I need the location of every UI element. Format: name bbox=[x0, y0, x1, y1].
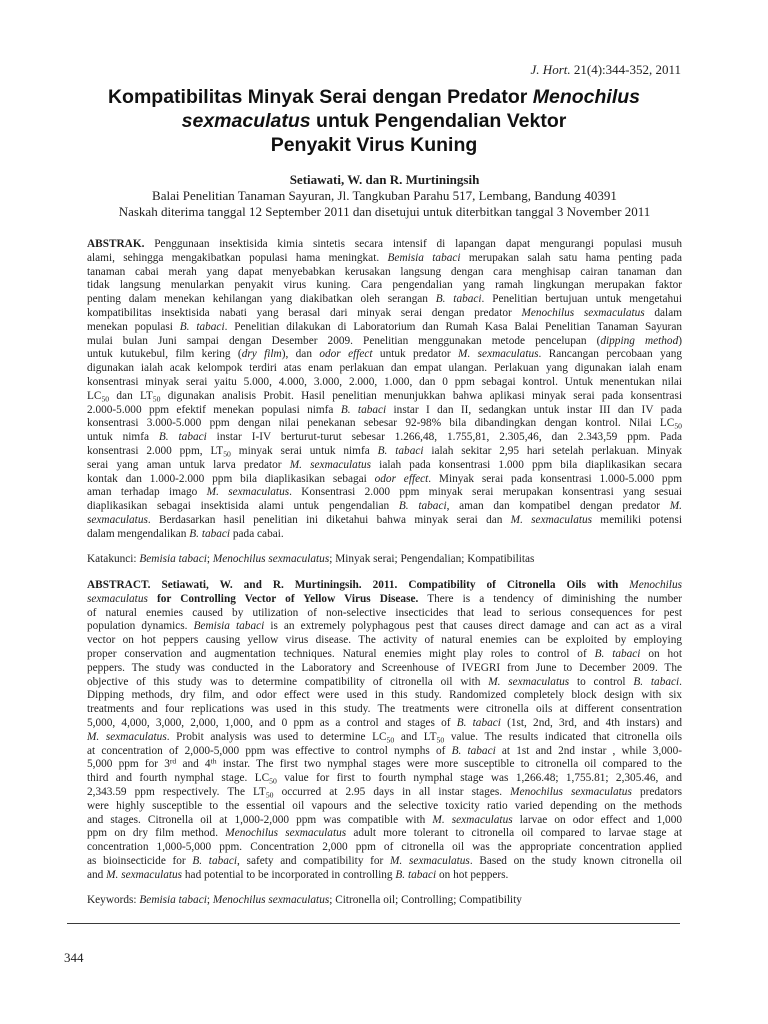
abstrak-line bbox=[87, 473, 682, 487]
italic-text: sexmaculatus bbox=[87, 592, 148, 605]
text-run: pada cabai. bbox=[230, 527, 284, 540]
abstract-line bbox=[87, 648, 682, 662]
text-run: 5,000, 4,000, 3,000, 2,000, 1,000, and 0 ppm as a control and stages of bbox=[87, 716, 457, 729]
bold-text: ABSTRAK. bbox=[87, 238, 145, 250]
text-run: instar I-IV berturut-turut sebesar 1.266,48, 1.755,81, 2.305,46, dan 2.343,59 ppm. Pada bbox=[206, 431, 682, 444]
title-line bbox=[64, 85, 684, 109]
abstrak-line bbox=[87, 293, 682, 307]
text-run: treatments and four replications was used in this study. The treatments were citronella oils at different consentration bbox=[87, 703, 682, 716]
abstrak-line bbox=[87, 376, 682, 390]
text-run: Katakunci: bbox=[87, 553, 140, 565]
abstract-line bbox=[87, 689, 682, 703]
abstract-line bbox=[87, 593, 682, 607]
italic-text: M. sexmaculatus bbox=[106, 868, 183, 881]
text-run: . Penelitian bertujuan untuk mengetahui bbox=[481, 293, 682, 306]
text-run: 2.000-5.000 ppm efektif menekan populasi nimfa bbox=[87, 403, 341, 416]
text-run: . Konsentrasi 2.000 ppm minyak serai merupakan konsentrasi yang sesuai bbox=[289, 486, 682, 499]
text-run: kompatibilitas insektisida nabati yang berasal dari minyak serai dengan predator bbox=[87, 306, 522, 319]
text-run: at concentration of 2,000-5,000 ppm was effective to control nymphs of bbox=[87, 744, 452, 757]
text-run: occurred at 2.95 days in all instar stages. bbox=[273, 785, 511, 798]
italic-text: Bemisia tabaci bbox=[193, 620, 265, 633]
italic-text: M. sexmaculatus bbox=[206, 486, 290, 499]
text-run: tanaman cabai merah yang dapat menyebabkan kerusakan langsung dengan cara menghisap cairan tanaman dan bbox=[87, 265, 682, 278]
abstrak-paragraph bbox=[87, 238, 682, 542]
text-run: There is a tendency of diminishing the number bbox=[418, 592, 682, 605]
subscript: 50 bbox=[223, 449, 231, 459]
text-run: dalam mengendalikan bbox=[87, 527, 190, 540]
italic-text: M. sexmaculatus bbox=[458, 348, 539, 361]
abstract-line bbox=[87, 800, 682, 814]
italic-text: M. sexmaculatus bbox=[87, 730, 167, 743]
italic-text: B. tabaci bbox=[594, 647, 641, 660]
text-run: ; Minyak serai; Pengendalian; Kompatibilitas bbox=[329, 553, 535, 565]
italic-text: sexmaculatus bbox=[181, 110, 311, 132]
abstract-line bbox=[87, 814, 682, 828]
italic-text: B. tabaci bbox=[395, 868, 437, 881]
text-run: and 4 bbox=[176, 758, 211, 771]
text-run: konsentrasi 2.000 ppm, LT bbox=[87, 444, 224, 457]
text-run: third and fourth nymphal stage. LC bbox=[87, 772, 270, 785]
text-run: LC bbox=[87, 389, 102, 402]
text-run: diaplikasikan sebagai insektisida alami untuk pengendalian bbox=[87, 500, 399, 513]
abstract-line bbox=[87, 772, 682, 786]
italic-text: dry film bbox=[241, 348, 282, 361]
text-run: menekan populasi bbox=[87, 320, 180, 333]
text-run: untuk predator bbox=[372, 348, 459, 361]
text-run: value. The results indicated that citronella oils bbox=[444, 730, 682, 743]
abstract-line bbox=[87, 758, 682, 772]
abstrak-line bbox=[87, 431, 682, 445]
text-run: ; bbox=[206, 894, 213, 906]
italic-text: B. tabaci bbox=[377, 444, 424, 457]
italic-text: Menochilus bbox=[532, 86, 641, 108]
text-run: untuk Pengendalian Vektor bbox=[310, 110, 567, 132]
abstrak-line bbox=[87, 307, 682, 321]
italic-text: M. sexmaculatus bbox=[289, 458, 372, 471]
abstrak-line bbox=[87, 404, 682, 418]
subscript: 50 bbox=[101, 394, 110, 404]
abstrak-line bbox=[87, 266, 682, 280]
text-run: ialah pada konsentrasi 1.000 ppm bila diaplikasikan secara bbox=[371, 458, 683, 471]
text-run: ppm on dry film method. bbox=[87, 827, 226, 840]
footer-rule bbox=[67, 923, 680, 924]
text-run: ), dan bbox=[281, 348, 320, 361]
abstract-line bbox=[87, 634, 682, 648]
page-number: 344 bbox=[64, 950, 84, 965]
italic-text: B. tabaci bbox=[340, 403, 387, 416]
abstract-line bbox=[87, 717, 682, 731]
subscript: 50 bbox=[674, 421, 682, 431]
text-run: were highly susceptible to the essential oil vapours and the selective toxicity ratio varied depending on the methods bbox=[87, 799, 682, 812]
text-run: . Minyak serai pada konsentrasi 1.000-5.000 ppm bbox=[428, 472, 683, 485]
text-run: memiliki potensi bbox=[592, 513, 682, 526]
italic-text: B. tabaci bbox=[435, 293, 482, 306]
abstract-line bbox=[87, 676, 682, 690]
text-run: adult more tolerant to citronella oil compared to larvae stage at bbox=[346, 827, 682, 840]
italic-text: Bemisia tabaci bbox=[139, 553, 207, 565]
text-run: untuk nimfa bbox=[87, 431, 159, 444]
text-run: kontak dan 1.000-2.000 ppm bila diaplikasikan sebagai bbox=[87, 472, 375, 485]
italic-text: M. bbox=[669, 500, 682, 513]
text-run: instar I dan II, sedangkan untuk instar III dan IV pada bbox=[386, 403, 682, 416]
text-run: is an extremely polyphagous pest that causes direct damage and can act as a viral bbox=[264, 620, 682, 633]
text-run: penting dalam menekan kehilangan yang diakibatkan oleh serangan bbox=[87, 293, 436, 306]
text-run: ialah sekitar 2,95 hari setelah perlakuan. Minyak bbox=[423, 444, 682, 457]
abstrak-line bbox=[87, 390, 682, 404]
italic-text: Menochilus sexmaculatus bbox=[510, 785, 632, 798]
abstract-line bbox=[87, 855, 682, 869]
italic-text: B. tabaci bbox=[633, 675, 680, 688]
text-run: digunakan ialah acak kelompok terdiri atas enam perlakuan dan empat ulangan. Perlakuan yang digunakan ialah enam bbox=[87, 362, 682, 375]
text-run: untuk kutukebul, film kering ( bbox=[87, 348, 242, 361]
italic-text: odor effect bbox=[319, 348, 373, 361]
text-run: Kompatibilitas Minyak Serai dengan Predator bbox=[107, 86, 533, 108]
italic-text: Menochilus sexmaculatus bbox=[225, 827, 347, 840]
text-run: . Berdasarkan hasil penelitian ini diketahui bahwa minyak serai dan bbox=[147, 513, 511, 526]
abstrak-line bbox=[87, 321, 682, 335]
text-run: Keywords: bbox=[87, 894, 140, 906]
text-run: . Rancangan percobaan yang bbox=[538, 348, 683, 361]
abstrak-line bbox=[87, 238, 682, 252]
italic-text: M. sexmaculatus bbox=[390, 854, 470, 867]
abstrak-line bbox=[87, 514, 682, 528]
abstrak-line bbox=[87, 252, 682, 266]
title-line bbox=[64, 109, 684, 133]
abstrak-line bbox=[87, 279, 682, 293]
text-run: of natural enemies caused by utilization of non-selective insecticides that lead to serious consequences for pest bbox=[87, 606, 682, 619]
received-date: Naskah diterima tanggal 12 September 2011 dan disetujui untuk diterbitkan tanggal 3 November 2011 bbox=[118, 204, 651, 219]
text-run: , safety and compatibility for bbox=[237, 854, 391, 867]
abstract-line bbox=[87, 620, 682, 634]
text-run: and stages. Citronella oil at 1,000-2,000 ppm was compatible with bbox=[87, 813, 433, 826]
subscript: 50 bbox=[386, 735, 395, 745]
italic-text: Menochilus sexmaculatus bbox=[212, 553, 330, 565]
journal-citation bbox=[531, 62, 681, 78]
abstrak-line bbox=[87, 459, 682, 473]
text-run: on hot peppers. bbox=[436, 868, 509, 881]
italic-text: Menochilus sexmaculatus bbox=[521, 306, 645, 319]
authors: Setiawati, W. dan R. Murtiningsih bbox=[289, 172, 480, 187]
text-run: on hot bbox=[640, 647, 682, 660]
text-run: peppers. The study was conducted in the Laboratory and Screenhouse of IVEGRI from June to December 2009. The bbox=[87, 661, 682, 674]
text-run: . bbox=[679, 675, 682, 688]
keywords-line bbox=[87, 894, 682, 908]
article-title bbox=[64, 85, 684, 157]
text-run: Penggunaan insektisida kimia sintetis secara intensif di lapangan dapat mengurangi populasi musuh bbox=[144, 238, 682, 250]
text-run: at 1st and 2nd instar , while 3,000- bbox=[495, 744, 682, 757]
italic-text: odor effect bbox=[374, 472, 429, 485]
text-run: . Based on the study known citronella oil bbox=[469, 854, 682, 867]
text-run: 2,343.59 ppm respectively. The LT bbox=[87, 785, 266, 798]
text-run: Penyakit Virus Kuning bbox=[270, 134, 478, 156]
text-run: vector on hot peppers causing yellow virus disease. The activity of natural enemies can be exploited by employing bbox=[87, 634, 682, 647]
text-run: predators bbox=[631, 785, 682, 798]
abstrak-line bbox=[87, 348, 682, 362]
text-run: ; bbox=[206, 553, 213, 565]
italic-text: Bemisia tabaci bbox=[139, 894, 207, 906]
subscript: 50 bbox=[152, 394, 161, 404]
abstract-paragraph bbox=[87, 579, 682, 883]
text-run: serai yang aman untuk larva predator bbox=[87, 458, 290, 471]
italic-text: Menochilus sexmaculatus bbox=[212, 894, 330, 906]
text-run: . Penelitian dilakukan di Laboratorium dan Rumah Kasa Balai Penelitian Tanaman Sayuran bbox=[224, 320, 682, 333]
text-run: value for first to fourth nymphal stage was 1,266.48; 1,755.81; 2,305.46, and bbox=[276, 772, 682, 785]
italic-text: B. tabaci bbox=[179, 320, 225, 333]
text-run: aman terhadap imago bbox=[87, 486, 207, 499]
italic-text: dipping method bbox=[600, 334, 679, 347]
abstrak-line bbox=[87, 486, 682, 500]
superscript: rd bbox=[169, 756, 177, 766]
bold-text: ABSTRACT. Setiawati, W. and R. Murtiningsih. 2011. Compatibility of Citronella Oils with bbox=[87, 579, 630, 591]
text-run: merupakan salah satu hama penting pada bbox=[460, 251, 682, 264]
text-run: concentration 1,000-5,000 ppm. Concentration 2,000 ppm of citronella oil was the appropriate concentration applied bbox=[87, 841, 682, 854]
text-run: mulai bulan Juni sampai dengan Desember 2009. Penelitian menggunakan metode pencelupan ( bbox=[87, 334, 601, 347]
text-run: konsentrasi 3.000-5.000 ppm dengan nilai penekanan sebesar 92-98% bila dibandingkan dengan kontrol. Nilai LC bbox=[87, 417, 675, 430]
abstract-line bbox=[87, 662, 682, 676]
text-run: ; Citronella oil; Controlling; Compatibility bbox=[329, 894, 522, 906]
abstract-line bbox=[87, 841, 682, 855]
italic-text: B. tabaci bbox=[456, 716, 501, 729]
text-run: tidak langsung menularkan penyakit virus kuning. Cara pengendalian yang ramah lingkungan merupakan faktor bbox=[87, 279, 682, 292]
abstract-line bbox=[87, 607, 682, 621]
text-run: had potential to be incorporated in controlling bbox=[182, 868, 396, 881]
abstract-line bbox=[87, 703, 682, 717]
text-run: dan LT bbox=[109, 389, 153, 402]
abstrak-line bbox=[87, 335, 682, 349]
text-run: digunakan analisis Probit. Hasil penelitian menunjukkan bahwa aplikasi minyak serai pada konsentrasi bbox=[160, 389, 682, 402]
italic-text: B. tabaci bbox=[189, 527, 231, 540]
text-run: population dynamics. bbox=[87, 620, 194, 633]
abstrak-line bbox=[87, 417, 682, 431]
text-run: ) bbox=[678, 334, 682, 347]
italic-text: sexmaculatus bbox=[87, 513, 148, 526]
abstract-line bbox=[87, 731, 682, 745]
superscript: th bbox=[210, 756, 217, 766]
italic-text: Bemisia tabaci bbox=[387, 251, 461, 264]
subscript: 50 bbox=[436, 735, 445, 745]
text-run: (1st, 2nd, 3rd, and 4th instars) and bbox=[500, 716, 682, 729]
subscript: 50 bbox=[269, 776, 277, 786]
italic-text: M. sexmaculatus bbox=[488, 675, 570, 688]
abstract-line bbox=[87, 869, 682, 883]
italic-text: J. Hort. bbox=[530, 62, 571, 77]
abstract-line bbox=[87, 579, 682, 593]
italic-text: B. tabaci bbox=[158, 431, 207, 444]
italic-text: Menochilus bbox=[629, 579, 682, 591]
text-run: alami, sehingga mengakibatkan populasi hama meningkat. bbox=[87, 251, 388, 264]
italic-text: B. tabaci bbox=[398, 500, 447, 513]
text-run: instar. The first two nymphal stages were more susceptible to citronella oil compared to the bbox=[216, 758, 683, 771]
abstrak-line bbox=[87, 500, 682, 514]
text-run: Dipping methods, dry film, and odor effect were used in this study. Randomized completely block design with six bbox=[87, 689, 682, 702]
text-run: and bbox=[87, 868, 107, 881]
text-run: proper conservation and augmentation techniques. Natural enemies might play roles to control of bbox=[87, 647, 595, 660]
italic-text: M. sexmaculatus bbox=[510, 513, 593, 526]
subscript: 50 bbox=[265, 790, 274, 800]
text-run: minyak serai untuk nimfa bbox=[230, 444, 378, 457]
text-run: to control bbox=[569, 675, 634, 688]
abstrak-line bbox=[87, 528, 682, 542]
bold-text: for Controlling Vector of Yellow Virus Disease. bbox=[147, 592, 419, 605]
abstract-line bbox=[87, 827, 682, 841]
italic-text: B. tabaci bbox=[192, 854, 238, 867]
text-run: . Probit analysis was used to determine LC bbox=[166, 730, 387, 743]
byline bbox=[87, 172, 682, 220]
text-run: larvae on odor effect and 1,000 bbox=[512, 813, 682, 826]
italic-text: B. tabaci bbox=[451, 744, 496, 757]
text-run: as bioinsecticide for bbox=[87, 854, 193, 867]
abstract-line bbox=[87, 786, 682, 800]
affiliation: Balai Penelitian Tanaman Sayuran, Jl. Tangkuban Parahu 517, Lembang, Bandung 40391 bbox=[152, 188, 617, 203]
text-run: 5,000 ppm for 3 bbox=[87, 758, 170, 771]
italic-text: M. sexmaculatus bbox=[432, 813, 513, 826]
title-line bbox=[64, 133, 684, 157]
text-run: dalam bbox=[644, 306, 682, 319]
text-run: objective of this study was to determine compatibility of citronella oil with bbox=[87, 675, 489, 688]
abstrak-line bbox=[87, 445, 682, 459]
abstrak-line bbox=[87, 362, 682, 376]
katakunci-line bbox=[87, 553, 682, 567]
text-run: , aman dan kompatibel dengan predator bbox=[446, 500, 670, 513]
text-run: and LT bbox=[394, 730, 437, 743]
text-run: konsentrasi minyak serai yaitu 5.000, 4.000, 3.000, 2.000, 1.000, dan 0 ppm sebagai kontrol. Untuk menentukan nilai bbox=[87, 375, 682, 388]
text-run: 21(4):344-352, 2011 bbox=[570, 62, 681, 77]
